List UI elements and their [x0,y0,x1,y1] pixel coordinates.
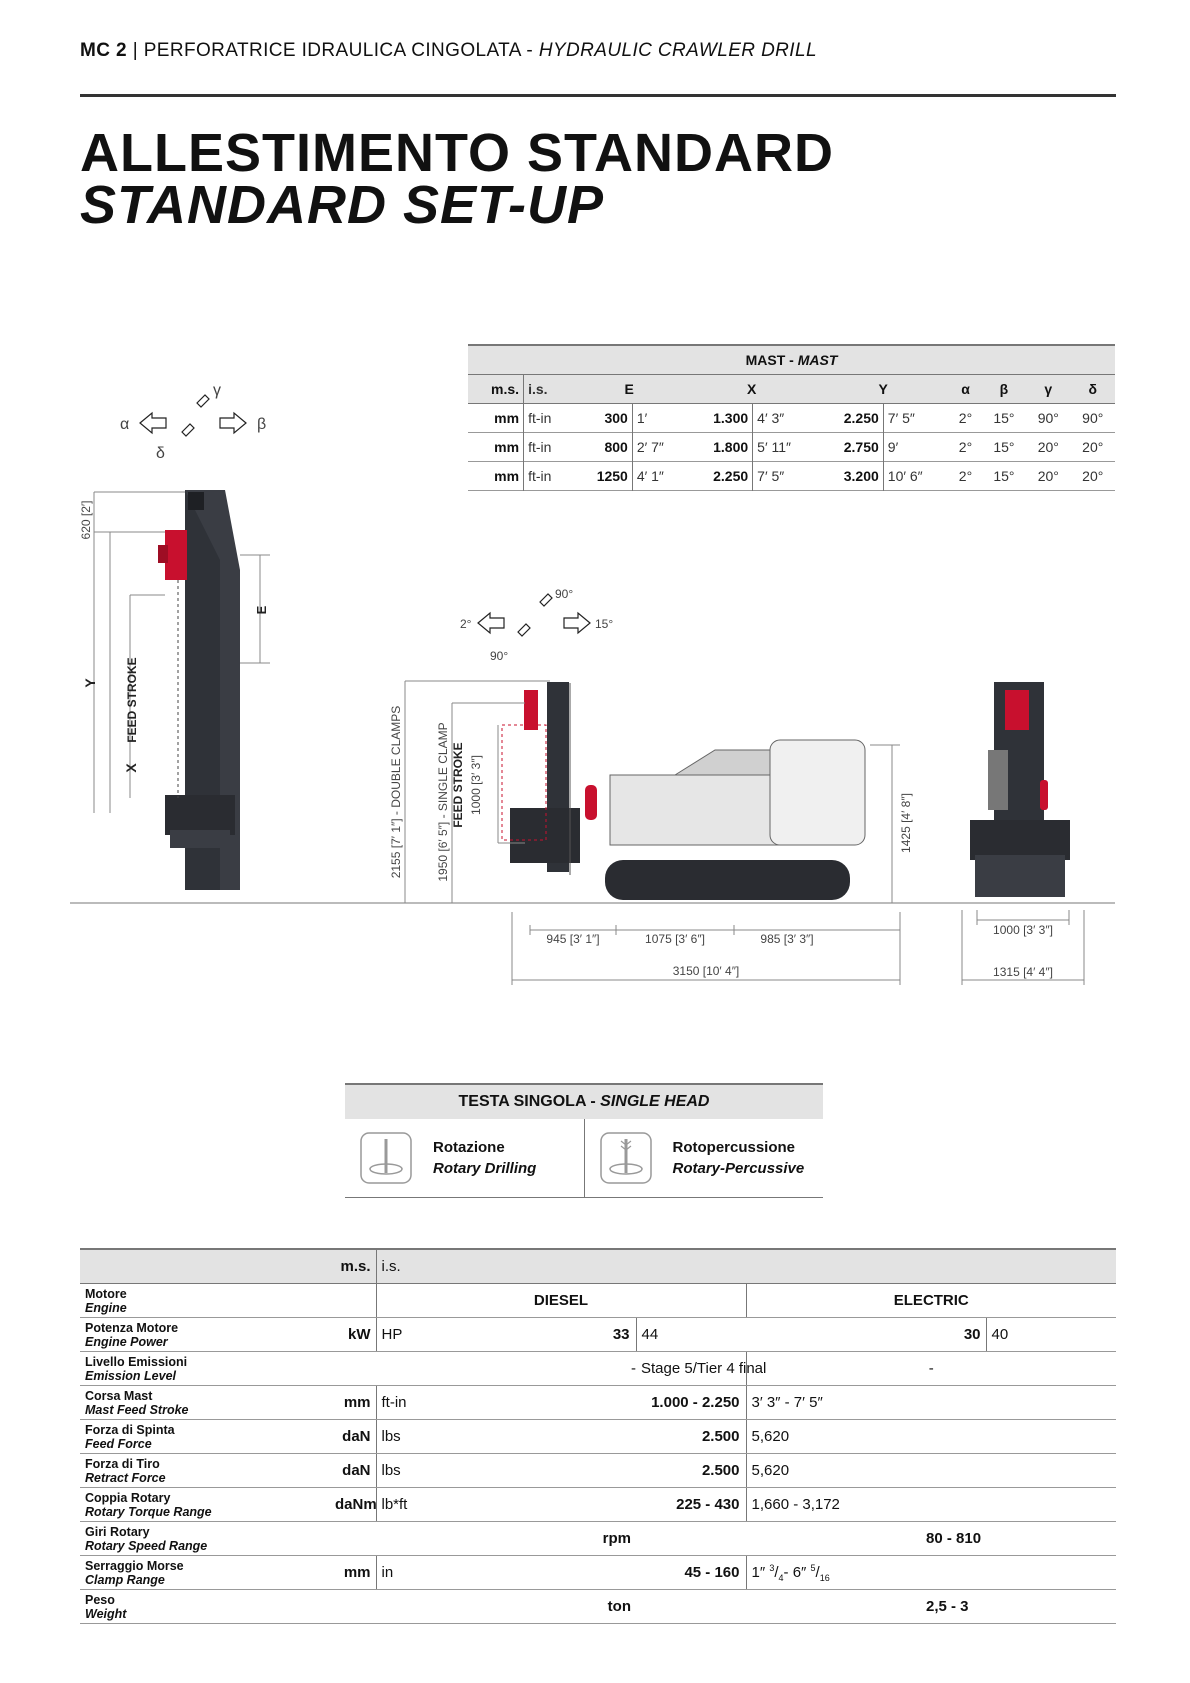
spec-row: Forza di Spinta Feed Force daN lbs 2.500 5,620 [80,1420,1116,1454]
angle-delta-label: δ [156,445,165,462]
mast-cell-X: 1.300 [713,410,749,426]
page-header [80,40,817,62]
mast-cell-d: 20° [1082,468,1104,484]
angle-alpha-label: α [120,416,130,433]
mast-cell-X: 1.800 [713,439,749,455]
mast-cell-X: 2.250 [713,468,749,484]
dim-feed-1000: 1000 [3′ 3″] [469,755,483,815]
dim-feed-stroke-left: FEED STROKE [125,657,139,743]
mast-cell-b: 15° [993,439,1015,455]
spec-row-speed: Giri Rotary Rotary Speed Range rpm 80 - 810 [80,1522,1116,1556]
dim-1000: 1000 [3′ 3″] [993,923,1053,937]
angle-15-label: 15° [595,617,614,631]
machine-side-view [502,682,865,900]
dim-e: E [254,605,269,615]
angle-90-bottom-label: 90° [490,649,509,663]
mast-cell-E_is: 2′ 7″ [632,433,686,462]
mast-cell-X_is: 7′ 5″ [753,462,817,491]
machine-drawing [70,380,1130,1000]
mast-cell-a: 2° [958,468,973,484]
mast-cell-Y_is: 7′ 5″ [883,404,949,433]
dim-x: X [123,763,139,773]
mast-cell-E_is: 4′ 1″ [632,462,686,491]
spec-header-row: m.s. i.s. [80,1249,1116,1284]
dim-y: Y [82,678,98,688]
mast-cell-Y_is: 10′ 6″ [883,462,949,491]
mast-cell-Y: 2.750 [843,439,879,455]
mast-cell-E: 300 [604,410,628,426]
header-rule [80,94,1116,97]
head-rotary-percussive: Rotopercussione Rotary-Percussive [584,1119,824,1197]
mast-cell-g: 90° [1037,410,1059,426]
model-name: MC 2 [80,40,127,61]
dim-single-clamp: 1950 [6′ 5″] - SINGLE CLAMP [436,722,450,882]
page-title-it: ALLESTIMENTO STANDARD [80,123,834,183]
dim-double-clamps: 2155 [7′ 1″] - DOUBLE CLAMPS [389,705,403,879]
header-separator: | [132,40,139,61]
mast-cell-E: 800 [604,439,628,455]
mast-header-row: m.s. i.s. E X Y α β γ δ [468,375,1115,404]
mast-cell-ms: mm [494,410,520,426]
dim-1315: 1315 [4′ 4″] [993,965,1053,979]
dim-945: 945 [3′ 1″] [546,932,600,946]
mast-cell-ms: mm [494,468,520,484]
angle-90-top-label: 90° [555,587,574,601]
spec-row-weight: Peso Weight ton 2,5 - 3 [80,1590,1116,1624]
header-it: PERFORATRICE IDRAULICA CINGOLATA - [143,40,534,61]
dim-985: 985 [3′ 3″] [760,932,814,946]
dim-3150: 3150 [10′ 4″] [672,964,740,978]
single-head-box [345,1083,823,1198]
spec-row: Corsa Mast Mast Feed Stroke mm ft-in 1.000 - 2.250 3′ 3″ - 7′ 5″ [80,1386,1116,1420]
angle-icons-center [478,594,590,636]
mast-cell-E_is: 1′ [632,404,686,433]
mast-cell-is: ft-in [524,462,572,491]
mast-cell-ms: mm [494,439,520,455]
mast-cell-b: 15° [993,468,1015,484]
rotary-percussive-icon [599,1131,653,1185]
angle-2-label: 2° [460,617,472,631]
dim-1075: 1075 [3′ 6″] [645,932,705,946]
mast-cell-is: ft-in [524,404,572,433]
spec-table [80,1248,1116,1624]
rotary-icon [359,1131,413,1185]
mast-cell-a: 2° [958,439,973,455]
dim-feed-stroke-center: FEED STROKE [451,742,465,828]
mast-cell-is: ft-in [524,433,572,462]
spec-row-emission: Livello Emissioni Emission Level - Stage 5/Tier 4 final - [80,1352,1116,1386]
spec-row-power: Potenza Motore Engine Power kW HP 33 44 30 40 [80,1318,1116,1352]
header-en: HYDRAULIC CRAWLER DRILL [538,40,817,61]
spec-row: Forza di Tiro Retract Force daN lbs 2.500 5,620 [80,1454,1116,1488]
angle-beta-label: β [257,416,267,433]
mast-cell-Y: 3.200 [843,468,879,484]
angle-icons-left [140,395,246,436]
mast-cell-a: 2° [958,410,973,426]
mast-cell-b: 15° [993,410,1015,426]
mast-cell-d: 90° [1082,410,1104,426]
head-rotary: Rotazione Rotary Drilling [345,1119,584,1197]
spec-row: Coppia Rotary Rotary Torque Range daNm lb*ft 225 - 430 1,660 - 3,172 [80,1488,1116,1522]
mast-cell-d: 20° [1082,439,1104,455]
spec-row-engine: Motore Engine DIESEL ELECTRIC [80,1284,1116,1318]
mast-cell-g: 20° [1037,468,1059,484]
mast-cell-X_is: 5′ 11″ [753,433,817,462]
mast-caption: MAST - MAST [468,345,1115,375]
single-head-caption: TESTA SINGOLA - SINGLE HEAD [345,1083,823,1119]
mast-cell-E: 1250 [596,468,628,484]
dim-620: 620 [2′] [79,500,93,540]
mast-cell-g: 20° [1037,439,1059,455]
dim-1425: 1425 [4′ 8″] [899,793,913,853]
mast-cell-Y: 2.250 [843,410,879,426]
mast-side-view [158,490,240,890]
machine-front-view [970,682,1070,897]
angle-gamma-label: γ [213,382,221,399]
spec-row-clamp: Serraggio Morse Clamp Range mm in 45 - 160 1″ $^3/_4-$ 6″ $^5/_{16}$ [80,1556,1116,1590]
mast-cell-Y_is: 9′ [883,433,949,462]
page-title-en: STANDARD SET-UP [80,175,605,235]
mast-cell-X_is: 4′ 3″ [753,404,817,433]
